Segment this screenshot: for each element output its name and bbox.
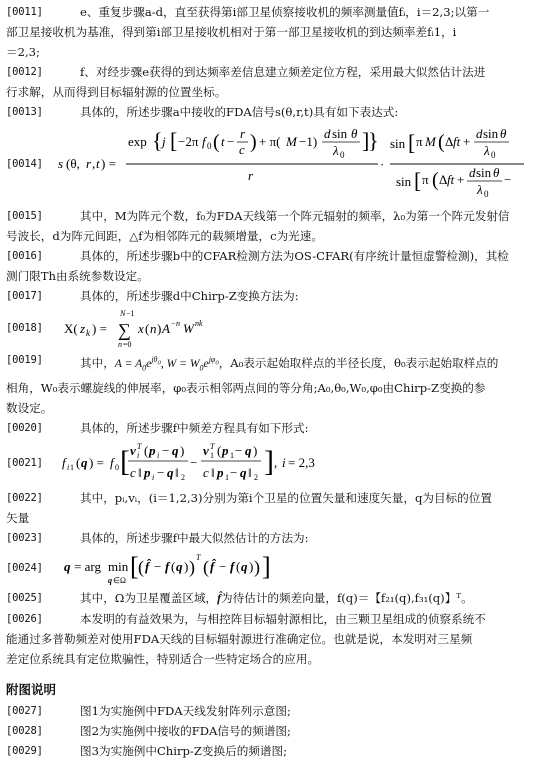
paragraph-0019 <box>6 350 530 378</box>
paragraph-number: [0023] <box>6 532 43 545</box>
svg-text:sin: sin <box>476 165 492 180</box>
svg-text:): ) <box>157 321 162 336</box>
svg-text:) =: ) = <box>89 455 104 471</box>
paragraph-0020 <box>6 418 530 438</box>
svg-text:(: ( <box>76 455 81 471</box>
svg-text:): ) <box>184 559 189 575</box>
svg-text:−: − <box>162 443 170 459</box>
inline-formula-f-hat: f̂ <box>217 592 222 606</box>
svg-text:X(: X( <box>64 321 78 336</box>
paragraph-text: 具体的，所述步骤d中Chirp-Z变换方法为: <box>80 289 299 303</box>
equation-0014 <box>6 122 530 206</box>
svg-text:p: p <box>217 465 224 481</box>
svg-text:n: n <box>176 319 180 328</box>
svg-text:∑: ∑ <box>118 320 131 340</box>
svg-text:(: ( <box>144 443 149 459</box>
svg-text:‖: ‖ <box>248 465 252 481</box>
svg-text:Δ: Δ <box>439 172 448 187</box>
inline-formula-a-w: $A = A_0e^{j\theta_0}$, $W = W_0e^{j\varphi_0}$ <box>114 355 219 373</box>
svg-text:−: − <box>157 465 165 481</box>
equation-0024 <box>6 548 530 588</box>
svg-text:ft: ft <box>453 134 461 149</box>
paragraph-number: [0025] <box>6 592 43 605</box>
svg-text:s: s <box>58 156 64 171</box>
svg-text:q: q <box>176 559 183 575</box>
svg-text:−: − <box>190 455 198 471</box>
paragraph-text: 具体的，所述步骤f中最大似然估计的方法为: <box>80 531 309 546</box>
svg-text:M: M <box>425 134 436 149</box>
svg-text:sin: sin <box>396 174 412 189</box>
svg-text:π: π <box>416 134 423 149</box>
svg-text:2: 2 <box>181 473 185 483</box>
svg-text:c: c <box>203 465 209 481</box>
svg-text:0: 0 <box>340 150 345 160</box>
paragraph-0023 <box>6 528 530 548</box>
svg-text:1: 1 <box>230 451 234 461</box>
svg-text:λ: λ <box>484 143 490 158</box>
svg-text:d: d <box>476 126 483 141</box>
svg-text:[: [ <box>414 168 422 193</box>
svg-text:M: M <box>286 134 297 149</box>
paragraph-0013 <box>6 102 530 122</box>
svg-text:0: 0 <box>115 463 119 473</box>
svg-text:sin: sin <box>390 136 406 151</box>
svg-text:(: ( <box>171 559 176 575</box>
svg-text:i: i <box>282 455 286 471</box>
paragraph-text: 图2为实施例中接收的FDA信号的频谱图; <box>80 724 291 739</box>
svg-text:−: − <box>171 319 176 328</box>
svg-text:0: 0 <box>484 189 489 199</box>
svg-text:q: q <box>167 465 174 481</box>
svg-text:k: k <box>86 328 90 338</box>
paragraph-0022 <box>6 488 530 508</box>
svg-text:q: q <box>64 559 71 575</box>
svg-text:‖: ‖ <box>138 465 142 481</box>
svg-text:sin: sin <box>332 126 348 141</box>
svg-text:nk: nk <box>195 319 203 328</box>
paragraph-text: 数设定。 <box>6 401 53 416</box>
svg-text:= 2,3: = 2,3 <box>288 455 315 471</box>
paragraph-text: 图3为实施例中Chirp-Z变换后的频谱图; <box>80 744 287 759</box>
svg-text:f: f <box>165 559 170 575</box>
svg-text:(: ( <box>438 131 445 153</box>
section-title: 附图说明 <box>6 682 57 698</box>
svg-text:]: ] <box>262 552 271 582</box>
svg-text:λ: λ <box>477 182 483 197</box>
svg-text:sin: sin <box>483 126 499 141</box>
paragraph-text: e、重复步骤a-d，直至获得第i部卫星侦察接收机的频率测量值fᵢ，i＝2,3;以第一 <box>80 5 490 19</box>
paragraph-number: [0012] <box>6 66 43 78</box>
svg-text:[: [ <box>408 130 416 155</box>
paragraph-0017 <box>6 286 530 306</box>
paragraph-number: [0026] <box>6 613 43 626</box>
svg-text:q: q <box>108 576 112 586</box>
svg-text:t: t <box>221 134 225 149</box>
svg-text:) =: ) = <box>101 156 116 171</box>
svg-text:T: T <box>210 442 215 452</box>
svg-text:p: p <box>222 443 229 459</box>
svg-text:c: c <box>239 142 245 157</box>
svg-text:c: c <box>130 465 136 481</box>
svg-text:−: − <box>235 443 243 459</box>
svg-text:−1: −1 <box>126 309 135 318</box>
svg-text:1: 1 <box>70 463 74 473</box>
paragraph-text: 差定位系统具有定位欺骗性，特别适合一些特定场合的应用。 <box>6 652 320 667</box>
svg-text:−: − <box>219 559 227 575</box>
svg-text:·: · <box>380 157 385 172</box>
svg-text:λ: λ <box>333 143 339 158</box>
paragraph-0027 <box>6 701 530 721</box>
svg-text:−: − <box>504 172 512 187</box>
paragraph-number: [0015] <box>6 210 43 222</box>
svg-text:n: n <box>118 340 122 349</box>
svg-text:(: ( <box>145 321 150 336</box>
svg-text:i: i <box>137 451 140 461</box>
paragraph-text: f、对经步骤e获得的到达频率差信息建立频差定位方程，采用最大似然估计法进 <box>80 65 486 79</box>
svg-text:(: ( <box>213 131 220 153</box>
svg-text:): ) <box>249 559 254 575</box>
paragraph-number: [0024] <box>6 562 43 575</box>
max-likelihood-equation <box>56 548 316 588</box>
chirp-z-equation <box>56 306 256 350</box>
svg-text:f̂: f̂ <box>210 559 215 575</box>
svg-text:=0: =0 <box>123 340 132 349</box>
paragraph-number: [0011] <box>6 6 43 18</box>
svg-text:‖: ‖ <box>211 465 215 481</box>
svg-text:1: 1 <box>210 451 214 461</box>
paragraph-text: 相角，W₀表示螺旋线的伸展率，φ₀表示相邻两点间的等分角;A₀,θ₀,W₀,φ₀由Chirp-Z变换的参 <box>6 381 486 396</box>
paragraph-text: 其中， <box>80 355 115 370</box>
svg-text:q: q <box>240 465 247 481</box>
svg-text:q: q <box>81 455 88 471</box>
svg-text:q: q <box>245 443 252 459</box>
svg-text:i: i <box>152 473 155 483</box>
svg-text:+: + <box>463 134 471 149</box>
svg-text:): ) <box>180 443 185 459</box>
svg-text:x: x <box>138 321 144 336</box>
svg-text:): ) <box>250 131 257 153</box>
svg-text:): ) <box>253 443 258 459</box>
svg-text:f: f <box>202 134 206 149</box>
svg-text:θ: θ <box>500 126 507 141</box>
paragraph-number: [0027] <box>6 705 43 718</box>
svg-text:Δ: Δ <box>445 134 454 149</box>
svg-text:t: t <box>96 156 100 171</box>
svg-text:(: ( <box>236 559 241 575</box>
equation-0021 <box>6 438 530 488</box>
paragraph-text: ＝2,3; <box>6 45 40 59</box>
paragraph-0011 <box>6 2 530 22</box>
paragraph-number: [0028] <box>6 725 43 738</box>
svg-text:min: min <box>108 559 129 575</box>
svg-text:i: i <box>157 451 160 461</box>
paragraph-text: 矢量 <box>6 511 30 526</box>
svg-text:θ: θ <box>351 126 358 141</box>
paragraph-text: 具体的，所述步骤a中接收的FDA信号s(θ,r,t)具有如下表达式: <box>80 105 399 119</box>
paragraph-number: [0021] <box>6 457 43 470</box>
paragraph-0028 <box>6 721 530 741</box>
paragraph-text: 号波长，d为阵元间距，△f为相邻阵元的载频增量，c为光速。 <box>6 229 323 243</box>
svg-text:d: d <box>324 126 331 141</box>
svg-text:p: p <box>144 465 151 481</box>
svg-text:−: − <box>230 465 238 481</box>
paragraph-text: 具体的，所述步骤f中频差方程具有如下形式: <box>80 421 309 436</box>
paragraph-number: [0016] <box>6 250 43 262</box>
svg-text:,: , <box>92 156 96 171</box>
svg-text:f: f <box>62 455 66 471</box>
paragraph-text: 具体的，所述步骤b中的CFAR检测方法为OS-CFAR(有序统计量恒虚警检测)，其检 <box>80 249 509 263</box>
svg-text:f̂: f̂ <box>145 559 150 575</box>
svg-text:θ: θ <box>493 165 500 180</box>
paragraph-text: 本发明的有益效果为，与相控阵目标辐射源相比，由三颗卫星组成的侦察系统不 <box>80 612 486 627</box>
paragraph-0026 <box>6 609 530 629</box>
svg-text:T: T <box>196 553 201 563</box>
paragraph-0025 <box>6 588 530 609</box>
svg-text:[: [ <box>120 445 130 479</box>
frequency-difference-equation <box>56 438 356 488</box>
svg-text:q: q <box>172 443 179 459</box>
svg-text:]: ] <box>362 128 370 153</box>
svg-text:1: 1 <box>225 473 229 483</box>
svg-text:f: f <box>230 559 235 575</box>
svg-text:0: 0 <box>491 150 496 160</box>
paragraph-0029 <box>6 741 530 761</box>
paragraph-text: 图1为实施例中FDA天线发射阵列示意图; <box>80 704 291 719</box>
svg-text:−: − <box>154 559 162 575</box>
svg-text:f: f <box>110 455 114 471</box>
paragraph-number: [0017] <box>6 290 43 302</box>
svg-text:0: 0 <box>207 141 212 151</box>
svg-text:r: r <box>240 126 246 141</box>
paragraph-number: [0014] <box>6 158 43 170</box>
svg-text:): ) <box>189 557 195 578</box>
svg-text:) =: ) = <box>92 321 107 336</box>
paragraph-text: 其中，M为阵元个数，f₀为FDA天线第一个阵元辐射的频率，λ₀为第一个阵元发射信 <box>80 209 510 223</box>
paragraph-0015 <box>6 206 530 226</box>
svg-text:[: [ <box>130 552 139 582</box>
svg-text:(θ,: (θ, <box>66 156 80 171</box>
svg-text:ft: ft <box>447 172 455 187</box>
svg-text:]: ] <box>264 445 274 479</box>
svg-text:p: p <box>149 443 156 459</box>
svg-text:(: ( <box>138 557 144 578</box>
svg-text:+: + <box>457 172 465 187</box>
paragraph-number: [0020] <box>6 422 43 435</box>
svg-text:W: W <box>183 321 194 336</box>
paragraph-text: ，A₀表示起始取样点的半径长度，θ₀表示起始取样点的 <box>218 355 499 370</box>
svg-text:2: 2 <box>254 473 258 483</box>
svg-text:(: ( <box>217 443 222 459</box>
svg-text:π: π <box>422 172 429 187</box>
svg-text:−1): −1) <box>299 134 318 149</box>
svg-text:r: r <box>248 168 254 183</box>
svg-text:{: { <box>152 128 163 153</box>
paragraph-text: 部卫星接收机为基准，得到第i部卫星接收机相对于第一部卫星接收机的到达频率差fᵢ1，i <box>6 25 457 39</box>
paragraph-text: 测门限Th由系统参数设定。 <box>6 269 149 283</box>
svg-text:+ π(: + π( <box>259 134 281 149</box>
paragraph-number: [0022] <box>6 492 43 505</box>
svg-text:= arg: = arg <box>74 559 101 575</box>
svg-text:z: z <box>80 321 86 336</box>
svg-text:T: T <box>137 442 142 452</box>
svg-text:∈Ω: ∈Ω <box>113 576 126 586</box>
paragraph-number: [0029] <box>6 745 43 758</box>
svg-text:‖: ‖ <box>175 465 179 481</box>
paragraph-text: 其中，Ω为卫星覆盖区域， <box>80 591 218 606</box>
svg-text:): ) <box>254 557 260 578</box>
svg-text:N: N <box>120 309 126 318</box>
svg-text:−: − <box>227 134 235 149</box>
svg-text:r: r <box>86 156 92 171</box>
svg-text:exp: exp <box>128 134 147 149</box>
svg-text:−2π: −2π <box>178 134 199 149</box>
paragraph-number: [0018] <box>6 322 43 334</box>
paragraph-0016 <box>6 246 530 266</box>
svg-text:,: , <box>274 455 278 471</box>
svg-text:q: q <box>241 559 248 575</box>
paragraph-text: 行求解，从而得到目标辐射源的位置坐标。 <box>6 85 227 99</box>
svg-text:j: j <box>162 134 166 149</box>
svg-text:(: ( <box>432 169 439 191</box>
svg-text:}: } <box>368 128 379 153</box>
svg-text:v: v <box>203 443 209 459</box>
paragraph-number: [0019] <box>6 354 43 366</box>
fda-signal-equation <box>56 122 526 206</box>
svg-text:n: n <box>150 321 157 336</box>
paragraph-number: [0013] <box>6 106 43 118</box>
svg-text:(: ( <box>203 557 209 578</box>
paragraph-text: 能通过多普勒频差对使用FDA天线的目标辐射源进行准确定位。也就是说，本发明对三星频 <box>6 632 473 647</box>
svg-text:i: i <box>67 463 70 473</box>
svg-text:d: d <box>469 165 476 180</box>
equation-0018 <box>6 306 530 350</box>
svg-text:A: A <box>162 321 170 336</box>
svg-text:[: [ <box>170 128 178 153</box>
paragraph-0012 <box>6 62 530 82</box>
paragraph-text: 为待估计的频差向量，f(q)＝【f₂₁(q),f₃₁(q)】ᵀ。 <box>221 591 473 606</box>
svg-text:v: v <box>130 443 136 459</box>
paragraph-text: 其中，pᵢ,vᵢ，(i＝1,2,3)分别为第i个卫星的位置矢量和速度矢量，q为目标的位置 <box>80 491 492 506</box>
